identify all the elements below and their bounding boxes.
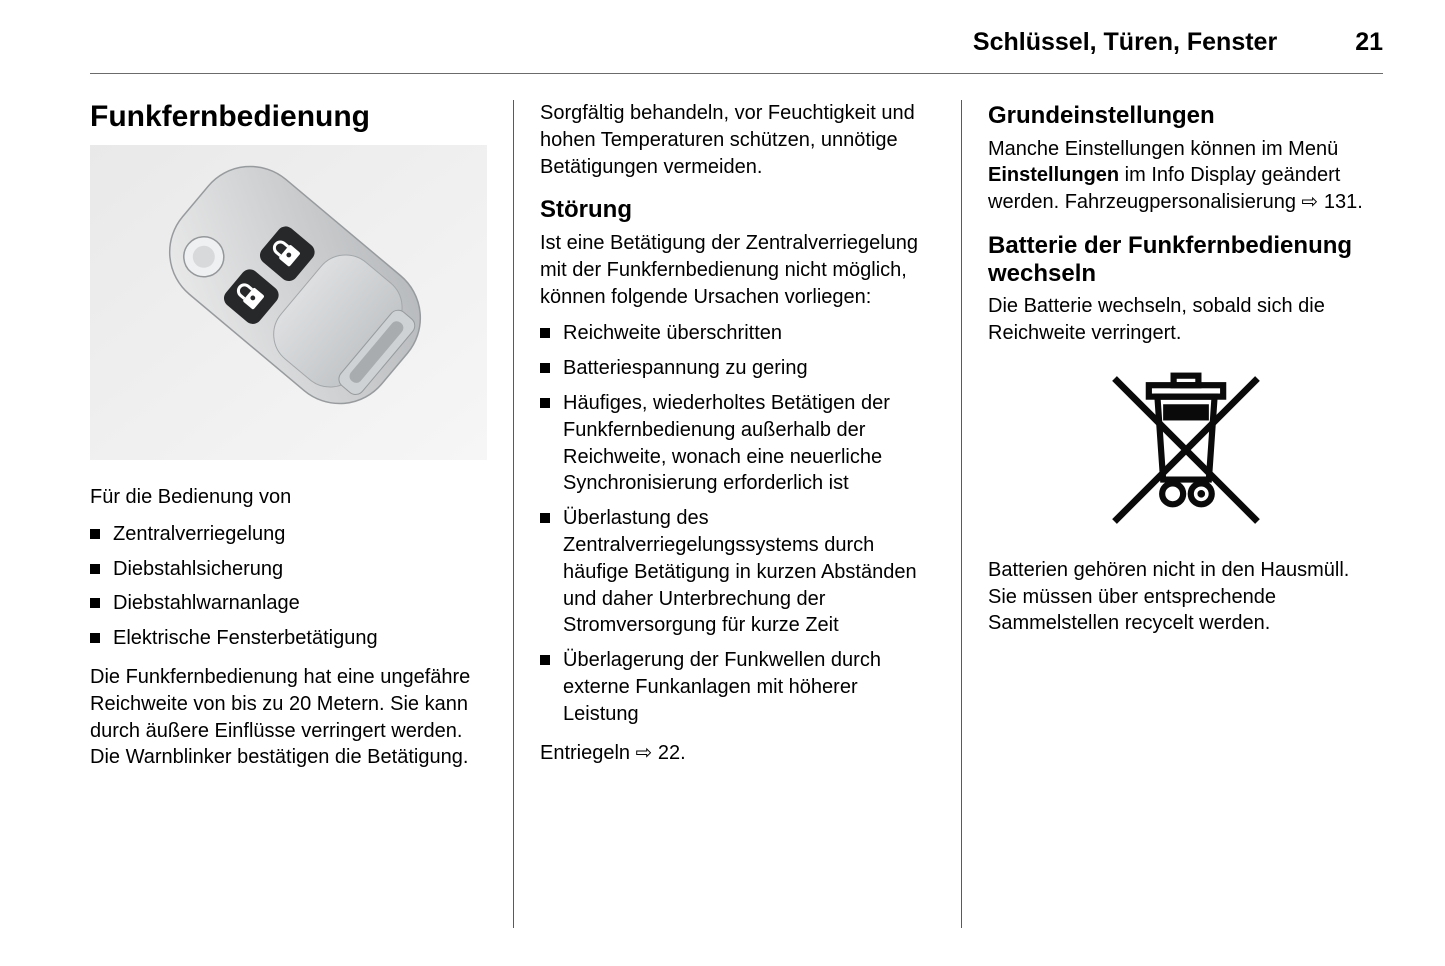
list-item-label: Häufiges, wiederholtes Betätigen der Funkfernbedienung außerhalb der Reichweite, wonach eine neuerliche Synchronisierung erforderlich ist	[563, 391, 890, 495]
list-item	[90, 625, 487, 652]
recycling-paragraph: Batterien gehören nicht in den Hausmüll. Sie müssen über entsprechende Sammelstellen recycelt werden.	[988, 558, 1350, 635]
list-item-label: Überlagerung der Funkwellen durch externe Funkanlagen mit höherer Leistung	[563, 649, 881, 725]
list-item	[90, 590, 487, 617]
intro-text: Für die Bedienung von	[90, 486, 292, 508]
bullet-square-icon	[540, 328, 550, 338]
column-right	[988, 100, 1383, 928]
care-paragraph: Sorgfältig behandeln, vor Feuchtigkeit und hohen Temperaturen schützen, unnötige Betätigungen vermeiden.	[540, 102, 915, 178]
settings-text-part1: Manche Einstellungen können im Menü	[988, 137, 1339, 160]
list-item-label: Zentralverriegelung	[113, 522, 286, 545]
weee-crossed-out-bin-icon	[1105, 369, 1267, 531]
list-item-label: Diebstahlsicherung	[113, 557, 284, 580]
list-item	[540, 320, 935, 347]
remote-key-fob-icon	[90, 145, 487, 460]
list-item	[540, 505, 935, 639]
remote-key-fob-illustration	[90, 145, 487, 460]
bullet-square-icon	[540, 513, 550, 523]
list-item	[540, 390, 935, 497]
section-heading-batterie-wechseln: Batterie der Funkfernbedienung wechseln	[988, 231, 1353, 287]
list-item-label: Reichweite überschritten	[563, 322, 782, 345]
list-item	[540, 647, 935, 727]
bullet-square-icon	[90, 598, 100, 608]
column-middle	[540, 100, 935, 928]
cross-reference-entriegeln: Entriegeln ⇨ 22.	[540, 741, 686, 764]
fault-causes-list	[540, 320, 935, 727]
settings-paragraph	[988, 136, 1383, 216]
list-item	[90, 521, 487, 548]
bullet-square-icon	[90, 633, 100, 643]
list-item-label: Elektrische Fensterbetätigung	[113, 627, 378, 650]
list-item-label: Diebstahlwarnanlage	[113, 592, 300, 615]
settings-menu-name: Einstellungen	[988, 164, 1120, 187]
list-item-label: Batteriespannung zu gering	[563, 357, 808, 380]
weee-symbol-figure	[988, 369, 1383, 531]
page-number: 21	[1355, 28, 1383, 56]
operation-list	[90, 521, 487, 652]
bullet-square-icon	[540, 398, 550, 408]
list-item	[540, 355, 935, 382]
settings-text-part2: im Info Display geändert werden. Fahrzeugpersonalisierung ⇨ 131.	[988, 164, 1363, 214]
list-item-label: Überlastung des Zentralverriegelungssystems durch häufige Betätigung in kurzen Abständen und daher Unterbrechung der Stromversorgung für kurze Zeit	[563, 507, 917, 637]
bullet-square-icon	[540, 363, 550, 373]
content-columns	[90, 100, 1383, 928]
page-header	[90, 28, 1383, 57]
column-divider	[513, 100, 514, 928]
section-heading-stoerung: Störung	[540, 196, 632, 224]
header-divider	[90, 73, 1383, 74]
bullet-square-icon	[90, 564, 100, 574]
battery-paragraph: Die Batterie wechseln, sobald sich die Reichweite verringert.	[988, 295, 1325, 344]
column-divider	[961, 100, 962, 928]
bullet-square-icon	[90, 529, 100, 539]
range-paragraph: Die Funkfernbedienung hat eine ungefähre Reichweite von bis zu 20 Metern. Sie kann durch äußere Einflüsse verringert werden. Die Warnblinker bestätigen die Betätigung.	[90, 665, 471, 769]
chapter-title: Schlüssel, Türen, Fenster	[972, 28, 1278, 56]
list-item	[90, 556, 487, 583]
bullet-square-icon	[540, 655, 550, 665]
column-left	[90, 100, 487, 928]
fault-intro-paragraph: Ist eine Betätigung der Zentralverriegelung mit der Funkfernbedienung nicht möglich, können folgende Ursachen vorliegen:	[540, 231, 919, 308]
section-heading-grundeinstellungen: Grundeinstellungen	[988, 102, 1215, 129]
section-heading-funkfernbedienung: Funkfernbedienung	[90, 100, 370, 133]
